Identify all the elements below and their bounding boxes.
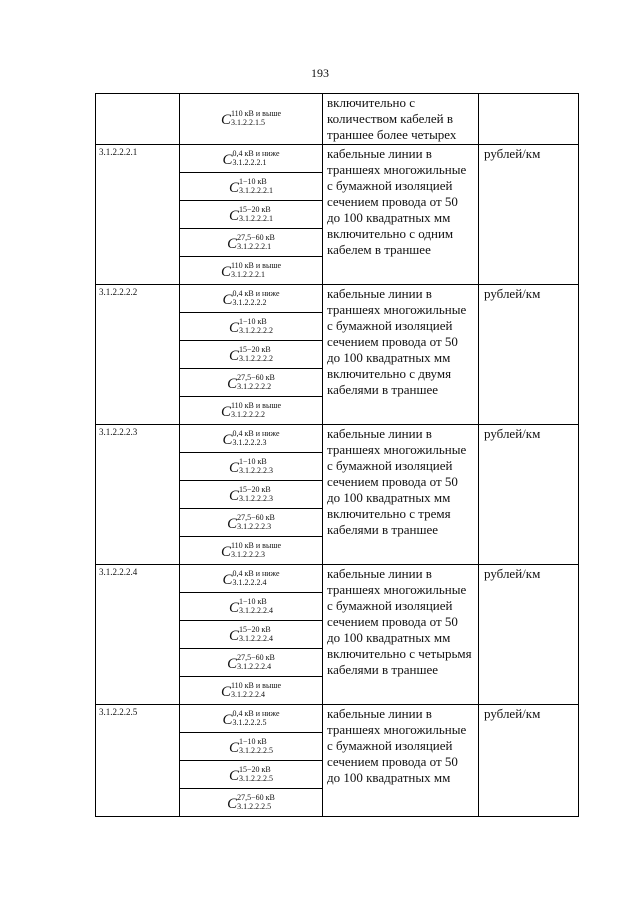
symbol-letter: C (220, 112, 231, 128)
unit-cell: рублей/км (479, 425, 579, 565)
symbol-scripts (237, 513, 275, 531)
symbol-scripts (237, 793, 275, 811)
symbol-cell (180, 761, 323, 789)
symbol-superscript: 15−20 кВ (239, 344, 271, 354)
rate-symbol (221, 401, 281, 420)
symbol-superscript: 0,4 кВ и ниже (232, 568, 280, 578)
symbol-subscript: 3.1.2.2.2.1 (237, 241, 272, 251)
unit-cell: рублей/км (479, 145, 579, 285)
unit-cell (479, 94, 579, 145)
symbol-subscript: 3.1.2.2.2.4 (239, 633, 273, 643)
symbol-letter: C (227, 795, 238, 812)
symbol-scripts (232, 569, 279, 587)
symbol-superscript: 27,5−60 кВ (237, 232, 275, 242)
symbol-scripts (232, 709, 279, 727)
code-cell: 3.1.2.2.2.3 (96, 425, 180, 565)
description-cell: кабельные линии в траншеях многожильные с бумажной изоляцией сечением провода от 50 до 100 квадратных мм включительно с тремя кабелями в траншее (323, 425, 479, 565)
symbol-superscript: 1−10 кВ (239, 596, 267, 606)
symbol-subscript: 3.1.2.2.2.2 (237, 381, 272, 391)
rate-symbol (229, 597, 273, 616)
symbol-subscript: 3.1.2.2.2.1 (232, 157, 267, 167)
symbol-superscript: 15−20 кВ (239, 204, 271, 214)
symbol-superscript: 1−10 кВ (239, 316, 267, 326)
rate-symbol (221, 261, 281, 280)
symbol-cell (180, 397, 323, 425)
rate-symbol (229, 345, 273, 364)
symbol-superscript: 110 кВ и выше (230, 109, 282, 118)
table-row (96, 145, 579, 173)
table-row (96, 285, 579, 313)
rate-symbol (227, 793, 275, 812)
symbol-subscript: 3.1.2.2.2.2 (232, 297, 267, 307)
symbol-scripts (231, 401, 281, 419)
symbol-superscript: 1−10 кВ (239, 456, 267, 466)
rate-symbol (222, 289, 279, 308)
symbol-subscript: 3.1.2.2.2.2 (239, 325, 273, 335)
symbol-subscript: 3.1.2.2.2.5 (239, 745, 273, 755)
symbol-letter: C (227, 235, 238, 252)
unit-cell: рублей/км (479, 285, 579, 425)
rate-symbol (222, 429, 279, 448)
symbol-superscript: 110 кВ и выше (230, 540, 282, 550)
symbol-letter: C (222, 151, 233, 168)
symbol-scripts (232, 289, 279, 307)
symbol-scripts (232, 429, 279, 447)
symbol-letter: C (228, 627, 239, 644)
symbol-subscript: 3.1.2.2.2.4 (232, 577, 267, 587)
rate-symbol (229, 317, 273, 336)
symbol-scripts (231, 109, 281, 127)
symbol-cell (180, 481, 323, 509)
symbol-scripts (239, 625, 273, 643)
symbol-scripts (239, 597, 273, 615)
rate-symbol (227, 233, 275, 252)
symbol-letter: C (228, 487, 239, 504)
symbol-scripts (237, 653, 275, 671)
rate-symbol (222, 709, 279, 728)
rate-symbol (229, 765, 273, 784)
symbol-superscript: 15−20 кВ (239, 764, 271, 774)
symbol-scripts (239, 317, 273, 335)
symbol-scripts (239, 737, 273, 755)
page-number: 193 (311, 66, 329, 80)
symbol-superscript: 0,4 кВ и ниже (232, 708, 280, 718)
symbol-subscript: 3.1.2.2.2.1 (239, 185, 273, 195)
rate-symbol (221, 681, 281, 700)
symbol-subscript: 3.1.2.2.1.5 (230, 118, 265, 127)
symbol-cell (180, 565, 323, 593)
symbol-cell (180, 705, 323, 733)
rate-symbol (229, 737, 273, 756)
symbol-superscript: 0,4 кВ и ниже (232, 148, 280, 158)
table-row (96, 705, 579, 733)
rate-symbol (229, 457, 273, 476)
symbol-letter: C (220, 543, 231, 560)
symbol-scripts (239, 177, 273, 195)
rate-symbol (222, 149, 279, 168)
symbol-cell (180, 537, 323, 565)
symbol-scripts (231, 261, 281, 279)
symbol-cell (180, 229, 323, 257)
symbol-letter: C (222, 571, 233, 588)
symbol-letter: C (228, 739, 239, 756)
symbol-scripts (237, 233, 275, 251)
symbol-cell (180, 453, 323, 481)
description-cell: кабельные линии в траншеях многожильные с бумажной изоляцией сечением провода от 50 до 100 квадратных мм включительно с четырьмя кабелями в траншее (323, 565, 479, 705)
code-cell (96, 94, 180, 145)
symbol-superscript: 27,5−60 кВ (237, 372, 275, 382)
symbol-superscript: 110 кВ и выше (230, 260, 282, 270)
symbol-superscript: 0,4 кВ и ниже (232, 428, 280, 438)
code-cell: 3.1.2.2.2.4 (96, 565, 180, 705)
symbol-superscript: 27,5−60 кВ (237, 792, 275, 802)
description-cell: кабельные линии в траншеях многожильные с бумажной изоляцией сечением провода от 50 до 100 квадратных мм (323, 705, 479, 817)
rate-symbol (229, 485, 273, 504)
symbol-letter: C (227, 375, 238, 392)
description-cell: включительно с количеством кабелей в траншее более четырех (323, 94, 479, 145)
symbol-cell (180, 285, 323, 313)
table-row (96, 94, 579, 145)
code-cell: 3.1.2.2.2.2 (96, 285, 180, 425)
symbol-letter: C (220, 403, 231, 420)
rate-symbol (227, 513, 275, 532)
symbol-superscript: 1−10 кВ (239, 176, 267, 186)
symbol-letter: C (220, 263, 231, 280)
symbol-cell (180, 677, 323, 705)
symbol-subscript: 3.1.2.2.2.4 (237, 661, 272, 671)
rate-symbol (227, 653, 275, 672)
symbol-letter: C (227, 515, 238, 532)
rates-table-body (96, 94, 579, 817)
symbol-letter: C (222, 431, 233, 448)
symbol-superscript: 27,5−60 кВ (237, 512, 275, 522)
unit-cell: рублей/км (479, 565, 579, 705)
symbol-scripts (239, 205, 273, 223)
symbol-scripts (239, 485, 273, 503)
rate-symbol (229, 205, 273, 224)
symbol-letter: C (222, 291, 233, 308)
unit-cell: рублей/км (479, 705, 579, 817)
rate-symbol (221, 541, 281, 560)
rates-table (95, 93, 579, 817)
rate-symbol (229, 177, 273, 196)
symbol-scripts (239, 765, 273, 783)
symbol-subscript: 3.1.2.2.2.1 (239, 213, 273, 223)
symbol-letter: C (228, 599, 239, 616)
symbol-subscript: 3.1.2.2.2.5 (237, 801, 272, 811)
table-row (96, 565, 579, 593)
symbol-superscript: 15−20 кВ (239, 484, 271, 494)
symbol-cell (180, 94, 323, 145)
symbol-cell (180, 201, 323, 229)
description-cell: кабельные линии в траншеях многожильные с бумажной изоляцией сечением провода от 50 до 100 квадратных мм включительно с одним кабелем в траншее (323, 145, 479, 285)
symbol-superscript: 110 кВ и выше (230, 400, 282, 410)
code-cell: 3.1.2.2.2.1 (96, 145, 180, 285)
symbol-scripts (232, 149, 279, 167)
symbol-scripts (231, 681, 281, 699)
symbol-letter: C (228, 459, 239, 476)
symbol-scripts (237, 373, 275, 391)
symbol-letter: C (228, 207, 239, 224)
table-row (96, 425, 579, 453)
symbol-letter: C (228, 319, 239, 336)
symbol-letter: C (228, 767, 239, 784)
symbol-cell (180, 789, 323, 817)
rate-symbol (222, 569, 279, 588)
symbol-cell (180, 425, 323, 453)
symbol-subscript: 3.1.2.2.2.3 (239, 465, 273, 475)
symbol-cell (180, 593, 323, 621)
symbol-subscript: 3.1.2.2.2.3 (239, 493, 273, 503)
symbol-subscript: 3.1.2.2.2.4 (239, 605, 273, 615)
symbol-letter: C (222, 711, 233, 728)
code-cell: 3.1.2.2.2.5 (96, 705, 180, 817)
symbol-subscript: 3.1.2.2.2.3 (237, 521, 272, 531)
symbol-subscript: 3.1.2.2.2.4 (230, 689, 265, 699)
symbol-scripts (231, 541, 281, 559)
symbol-subscript: 3.1.2.2.2.5 (239, 773, 273, 783)
symbol-superscript: 1−10 кВ (239, 736, 267, 746)
symbol-subscript: 3.1.2.2.2.3 (232, 437, 267, 447)
symbol-superscript: 27,5−60 кВ (237, 652, 275, 662)
symbol-cell (180, 173, 323, 201)
symbol-subscript: 3.1.2.2.2.2 (239, 353, 273, 363)
symbol-superscript: 0,4 кВ и ниже (232, 288, 280, 298)
symbol-letter: C (228, 347, 239, 364)
symbol-scripts (239, 345, 273, 363)
symbol-cell (180, 313, 323, 341)
symbol-cell (180, 341, 323, 369)
rate-symbol (227, 373, 275, 392)
symbol-cell (180, 621, 323, 649)
description-cell: кабельные линии в траншеях многожильные с бумажной изоляцией сечением провода от 50 до 100 квадратных мм включительно с двумя кабелями в траншее (323, 285, 479, 425)
symbol-scripts (239, 457, 273, 475)
symbol-letter: C (227, 655, 238, 672)
symbol-cell (180, 145, 323, 173)
symbol-letter: C (228, 179, 239, 196)
symbol-subscript: 3.1.2.2.2.5 (232, 717, 267, 727)
symbol-superscript: 15−20 кВ (239, 624, 271, 634)
rate-symbol (229, 625, 273, 644)
symbol-subscript: 3.1.2.2.2.2 (230, 409, 265, 419)
symbol-superscript: 110 кВ и выше (230, 680, 282, 690)
symbol-cell (180, 733, 323, 761)
symbol-subscript: 3.1.2.2.2.1 (230, 269, 265, 279)
symbol-letter: C (220, 683, 231, 700)
rate-symbol (221, 109, 281, 128)
symbol-cell (180, 509, 323, 537)
symbol-subscript: 3.1.2.2.2.3 (230, 549, 265, 559)
symbol-cell (180, 649, 323, 677)
symbol-cell (180, 257, 323, 285)
symbol-cell (180, 369, 323, 397)
